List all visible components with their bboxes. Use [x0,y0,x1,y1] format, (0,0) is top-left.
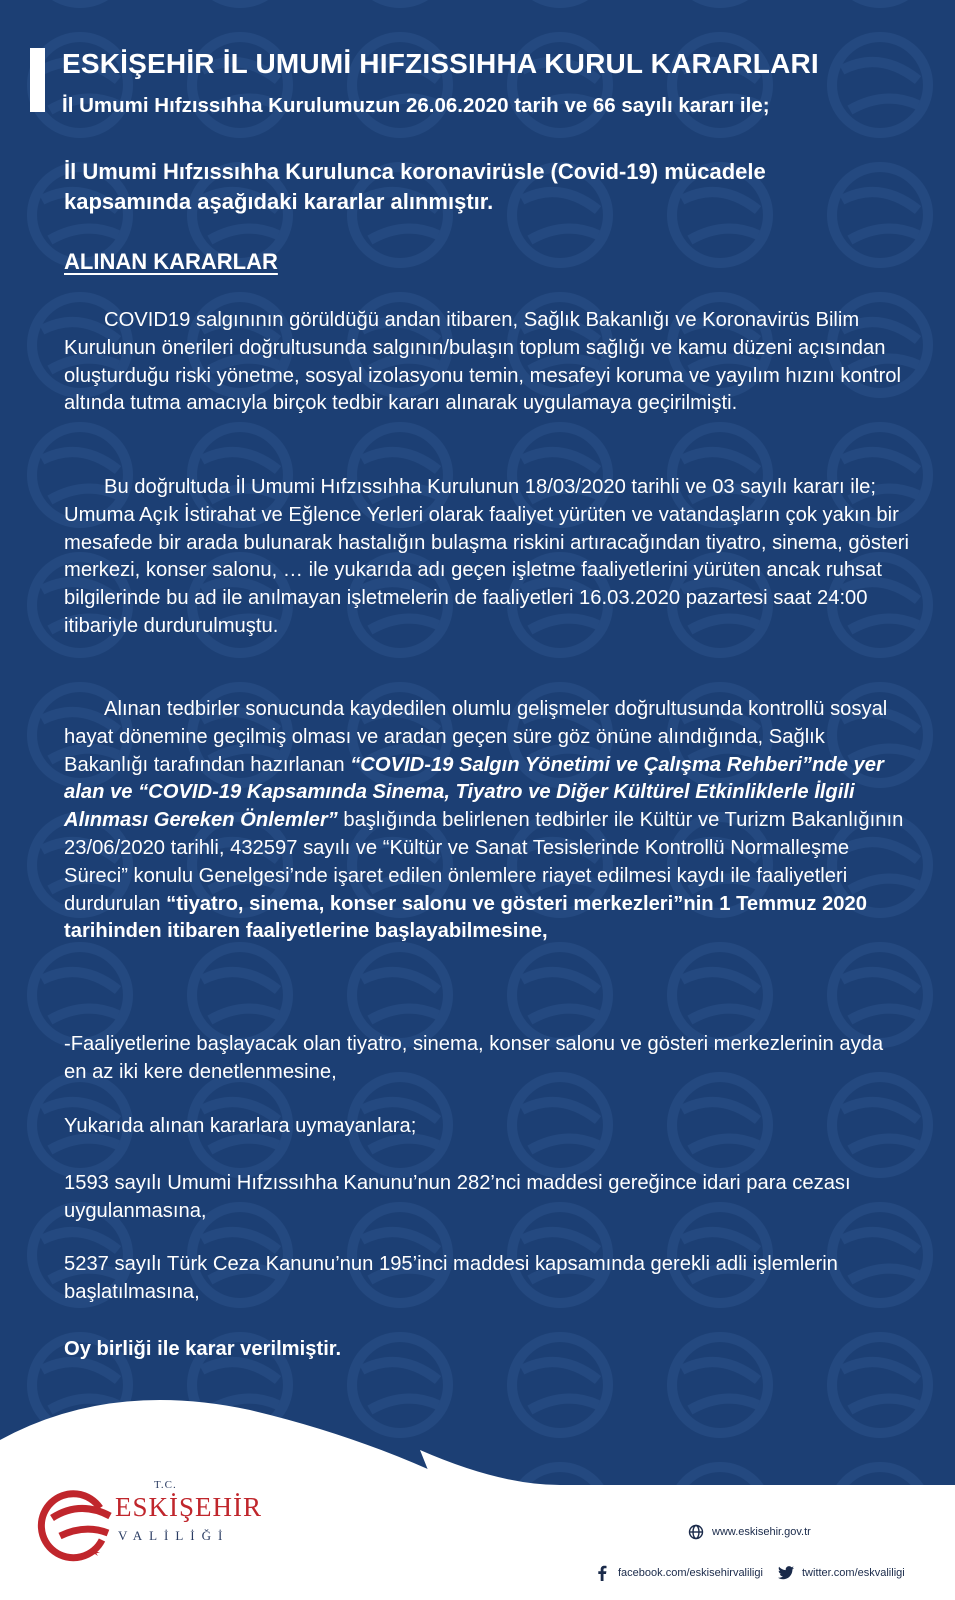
paragraph-7: 5237 sayılı Türk Ceza Kanunu’nun 195’inci maddesi kapsamında gerekli adli işlemlerin başlatılmasına, [64,1253,838,1303]
paragraph-3 [64,696,909,946]
paragraph-3-part-a: Alınan tedbirler sonucunda kaydedilen olumlu gelişmeler doğrultusunda kontrollü sosyal hayat dönemine geçilmiş olması ve aradan geçen süre göz önüne alındığında, Sağlık Bakanlığı tarafından hazırlanan [64,698,888,776]
facebook-link[interactable] [594,1565,763,1581]
logo-tc-text: T.C. [154,1479,177,1491]
paragraph-1: COVID19 salgınının görüldüğü andan itibaren, Sağlık Bakanlığı ve Koronavirüs Bilim Kurulunun önerileri doğrultusunda salgının/bulaşın toplum sağlığı ve kamu düzeni açısından oluşturduğu riski yönetme, sosyal izolasyonu temin, mesafeyi koruma ve yayılım hızını kontrol altında tutma amacıyla birçok tedbir kararı alınarak uygulamaya geçirilmişti. [64,309,902,415]
logo-city-text: ESKİŞEHİR [115,1492,263,1522]
website-link[interactable] [688,1524,811,1540]
paragraph-3-part-c: başlığında belirlenen tedbirler ile Kültür ve Turizm Bakanlığının 23/06/2020 tarihli, 432597 sayılı ve “Kültür ve Sanat Tesislerinde Kontrollü Normalleşme Süreci” konulu Genelgesi’nde işaret edilen önlemlere riayet edilmesi kaydı ile faaliyetleri durdurulan [64,809,904,915]
title-accent-bar [30,48,45,112]
intro-text: İl Umumi Hıfzıssıhha Kurulunca koronavirüsle (Covid-19) mücadele kapsamında aşağıdaki kararlar alınmıştır. [64,159,766,214]
twitter-label: twitter.com/eskvaliligi [802,1567,905,1579]
globe-icon [688,1524,704,1540]
logo-valilik-text: VALİLİĞİ [118,1528,230,1543]
section-heading: ALINAN KARARLAR [64,249,278,274]
twitter-icon [778,1565,794,1581]
paragraph-4: -Faaliyetlerine başlayacak olan tiyatro, sinema, konser salonu ve gösteri merkezlerinin ayda en az iki kere denetlenmesine, [64,1033,884,1083]
page-subtitle: İl Umumi Hıfzıssıhha Kurulumuzun 26.06.2020 tarih ve 66 sayılı kararı ile; [62,94,770,117]
facebook-label: facebook.com/eskisehirvaliligi [618,1567,763,1579]
twitter-link[interactable] [778,1565,905,1581]
page-title: ESKİŞEHİR İL UMUMİ HIFZISSIHHA KURUL KARARLARI [62,48,819,79]
paragraph-2: Bu doğrultuda İl Umumi Hıfzıssıhha Kurulunun 18/03/2020 tarihli ve 03 sayılı kararı ile; Umuma Açık İstirahat ve Eğlence Yerleri olarak faaliyet yürüten ve vatandaşların çok yakın bir mesafede bir arada bulunarak hastalığın bulaşma riskini artıracağından tiyatro, sinema, gösteri merkezi, konser salonu, … ile yukarıda adı geçen işletme faaliyetlerini yürüten ancak ruhsat bilgilerinde bu ad ile anılmayan işletmelerin de faaliyetleri 16.03.2020 pazartesi saat 24:00 itibariyle durdurulmuştu. [64,476,909,637]
paragraph-5: Yukarıda alınan kararlara uymayanlara; [64,1115,417,1137]
paragraph-3-guideline-titles: “COVID-19 Salgın Yönetimi ve Çalışma Rehberi”nde yer alan ve “COVID-19 Kapsamında Sinema, Tiyatro ve Diğer Kültürel Etkinliklerle İlgili Alınması Gereken Önlemler” [64,753,884,832]
paragraph-8: Oy birliği ile karar verilmiştir. [64,1338,342,1360]
paragraph-3-decision: “tiyatro, sinema, konser salonu ve gösteri merkezleri”nin 1 Temmuz 2020 tarihinden itibaren faaliyetlerine başlayabilmesine, [64,892,867,943]
paragraph-6: 1593 sayılı Umumi Hıfzıssıhha Kanunu’nun 282’nci maddesi gereğince idari para cezası uygulanmasına, [64,1172,851,1222]
website-label: www.eskisehir.gov.tr [712,1526,811,1538]
facebook-icon [594,1565,610,1581]
